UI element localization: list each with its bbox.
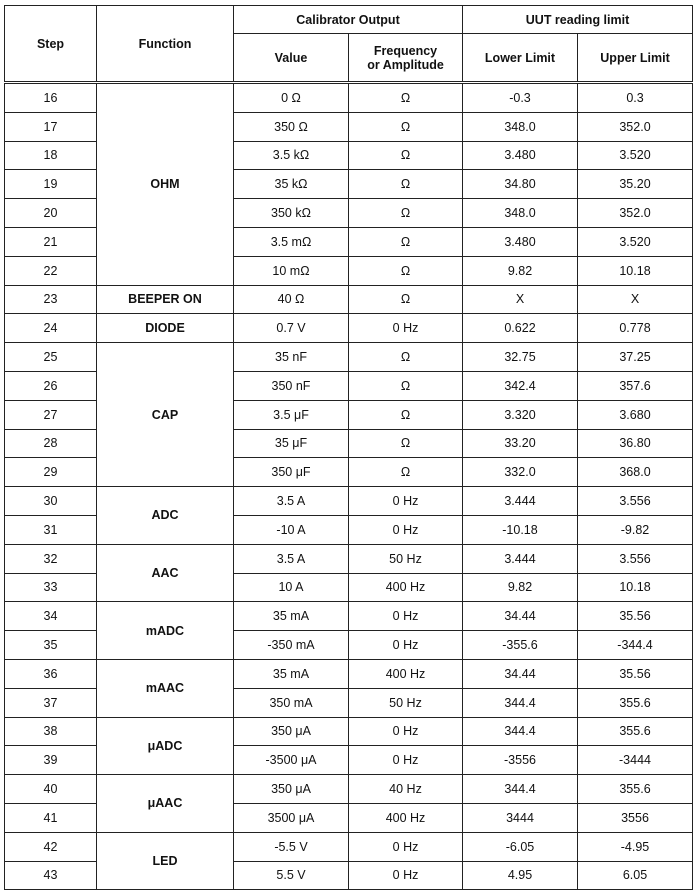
value-cell: 3.5 mΩ: [234, 227, 349, 256]
table-header: [5, 6, 693, 83]
step-cell: 30: [5, 487, 97, 516]
table-row: [5, 659, 693, 688]
function-cell: DIODE: [97, 314, 234, 343]
header-upper-limit: Upper Limit: [578, 34, 693, 83]
value-cell: 35 mA: [234, 602, 349, 631]
upper-limit-cell: 368.0: [578, 458, 693, 487]
lower-limit-cell: 9.82: [463, 573, 578, 602]
upper-limit-cell: 35.56: [578, 602, 693, 631]
value-cell: 3.5 kΩ: [234, 141, 349, 170]
step-cell: 23: [5, 285, 97, 314]
frequency-cell: Ω: [349, 371, 463, 400]
lower-limit-cell: 348.0: [463, 112, 578, 141]
step-cell: 35: [5, 631, 97, 660]
value-cell: 35 mA: [234, 659, 349, 688]
value-cell: 0.7 V: [234, 314, 349, 343]
frequency-cell: Ω: [349, 199, 463, 228]
step-cell: 32: [5, 544, 97, 573]
step-cell: 40: [5, 775, 97, 804]
step-cell: 20: [5, 199, 97, 228]
step-cell: 21: [5, 227, 97, 256]
header-uut-reading-limit: UUT reading limit: [463, 6, 693, 34]
header-step: Step: [5, 6, 97, 83]
frequency-cell: 0 Hz: [349, 861, 463, 890]
step-cell: 29: [5, 458, 97, 487]
step-cell: 42: [5, 832, 97, 861]
header-function: Function: [97, 6, 234, 83]
upper-limit-cell: 3.556: [578, 544, 693, 573]
frequency-cell: Ω: [349, 83, 463, 113]
step-cell: 38: [5, 717, 97, 746]
value-cell: 350 kΩ: [234, 199, 349, 228]
value-cell: 35 μF: [234, 429, 349, 458]
frequency-cell: Ω: [349, 458, 463, 487]
value-cell: 350 nF: [234, 371, 349, 400]
value-cell: 3.5 A: [234, 544, 349, 573]
value-cell: 40 Ω: [234, 285, 349, 314]
step-cell: 24: [5, 314, 97, 343]
step-cell: 39: [5, 746, 97, 775]
upper-limit-cell: 35.20: [578, 170, 693, 199]
step-cell: 31: [5, 515, 97, 544]
upper-limit-cell: 36.80: [578, 429, 693, 458]
lower-limit-cell: 32.75: [463, 343, 578, 372]
header-calibrator-output: Calibrator Output: [234, 6, 463, 34]
upper-limit-cell: -3444: [578, 746, 693, 775]
function-cell: μAAC: [97, 775, 234, 833]
function-cell: CAP: [97, 343, 234, 487]
lower-limit-cell: 0.622: [463, 314, 578, 343]
value-cell: -5.5 V: [234, 832, 349, 861]
frequency-cell: 0 Hz: [349, 631, 463, 660]
lower-limit-cell: 3.320: [463, 400, 578, 429]
frequency-cell: 400 Hz: [349, 659, 463, 688]
value-cell: 35 nF: [234, 343, 349, 372]
lower-limit-cell: 3.444: [463, 487, 578, 516]
lower-limit-cell: 342.4: [463, 371, 578, 400]
upper-limit-cell: 10.18: [578, 573, 693, 602]
lower-limit-cell: 348.0: [463, 199, 578, 228]
table-row: [5, 83, 693, 113]
value-cell: 350 Ω: [234, 112, 349, 141]
value-cell: 350 μA: [234, 717, 349, 746]
frequency-cell: Ω: [349, 112, 463, 141]
table-row: [5, 602, 693, 631]
lower-limit-cell: 344.4: [463, 688, 578, 717]
header-frequency-or-amplitude: Frequency or Amplitude: [349, 34, 463, 83]
step-cell: 16: [5, 83, 97, 113]
table-row: [5, 832, 693, 861]
lower-limit-cell: 3.444: [463, 544, 578, 573]
table-row: [5, 285, 693, 314]
frequency-cell: 0 Hz: [349, 314, 463, 343]
upper-limit-cell: 3.520: [578, 227, 693, 256]
upper-limit-cell: -4.95: [578, 832, 693, 861]
upper-limit-cell: -344.4: [578, 631, 693, 660]
upper-limit-cell: 0.778: [578, 314, 693, 343]
frequency-cell: Ω: [349, 429, 463, 458]
table-row: [5, 487, 693, 516]
lower-limit-cell: 3444: [463, 803, 578, 832]
value-cell: 10 mΩ: [234, 256, 349, 285]
function-cell: ADC: [97, 487, 234, 545]
lower-limit-cell: 34.44: [463, 659, 578, 688]
frequency-cell: 50 Hz: [349, 688, 463, 717]
table-body: [5, 83, 693, 890]
upper-limit-cell: 35.56: [578, 659, 693, 688]
value-cell: 5.5 V: [234, 861, 349, 890]
function-cell: LED: [97, 832, 234, 890]
step-cell: 43: [5, 861, 97, 890]
value-cell: -10 A: [234, 515, 349, 544]
frequency-cell: 0 Hz: [349, 717, 463, 746]
value-cell: -350 mA: [234, 631, 349, 660]
frequency-cell: Ω: [349, 256, 463, 285]
lower-limit-cell: 34.80: [463, 170, 578, 199]
lower-limit-cell: 332.0: [463, 458, 578, 487]
upper-limit-cell: 3.520: [578, 141, 693, 170]
frequency-cell: 40 Hz: [349, 775, 463, 804]
frequency-cell: 50 Hz: [349, 544, 463, 573]
lower-limit-cell: 344.4: [463, 775, 578, 804]
step-cell: 17: [5, 112, 97, 141]
function-cell: mADC: [97, 602, 234, 660]
step-cell: 34: [5, 602, 97, 631]
upper-limit-cell: 37.25: [578, 343, 693, 372]
table-row: [5, 544, 693, 573]
step-cell: 22: [5, 256, 97, 285]
value-cell: 0 Ω: [234, 83, 349, 113]
value-cell: 3500 μA: [234, 803, 349, 832]
lower-limit-cell: -10.18: [463, 515, 578, 544]
lower-limit-cell: -3556: [463, 746, 578, 775]
upper-limit-cell: X: [578, 285, 693, 314]
frequency-cell: Ω: [349, 170, 463, 199]
lower-limit-cell: 9.82: [463, 256, 578, 285]
frequency-cell: 400 Hz: [349, 573, 463, 602]
value-cell: 350 μF: [234, 458, 349, 487]
upper-limit-cell: 3.556: [578, 487, 693, 516]
upper-limit-cell: 355.6: [578, 775, 693, 804]
upper-limit-cell: 357.6: [578, 371, 693, 400]
lower-limit-cell: 3.480: [463, 227, 578, 256]
frequency-cell: Ω: [349, 400, 463, 429]
lower-limit-cell: -6.05: [463, 832, 578, 861]
value-cell: 3.5 A: [234, 487, 349, 516]
frequency-cell: 400 Hz: [349, 803, 463, 832]
table-row: [5, 775, 693, 804]
step-cell: 41: [5, 803, 97, 832]
step-cell: 27: [5, 400, 97, 429]
value-cell: -3500 μA: [234, 746, 349, 775]
lower-limit-cell: X: [463, 285, 578, 314]
upper-limit-cell: 0.3: [578, 83, 693, 113]
lower-limit-cell: 4.95: [463, 861, 578, 890]
frequency-cell: Ω: [349, 227, 463, 256]
function-cell: BEEPER ON: [97, 285, 234, 314]
frequency-cell: Ω: [349, 285, 463, 314]
upper-limit-cell: 3556: [578, 803, 693, 832]
upper-limit-cell: 3.680: [578, 400, 693, 429]
function-cell: μADC: [97, 717, 234, 775]
upper-limit-cell: -9.82: [578, 515, 693, 544]
value-cell: 3.5 μF: [234, 400, 349, 429]
table-row: [5, 343, 693, 372]
upper-limit-cell: 352.0: [578, 112, 693, 141]
header-value: Value: [234, 34, 349, 83]
step-cell: 37: [5, 688, 97, 717]
frequency-cell: 0 Hz: [349, 487, 463, 516]
step-cell: 28: [5, 429, 97, 458]
step-cell: 33: [5, 573, 97, 602]
value-cell: 350 μA: [234, 775, 349, 804]
step-cell: 19: [5, 170, 97, 199]
lower-limit-cell: 34.44: [463, 602, 578, 631]
value-cell: 350 mA: [234, 688, 349, 717]
table-row: [5, 717, 693, 746]
calibration-table: [4, 5, 693, 890]
upper-limit-cell: 10.18: [578, 256, 693, 285]
step-cell: 18: [5, 141, 97, 170]
value-cell: 35 kΩ: [234, 170, 349, 199]
frequency-cell: 0 Hz: [349, 746, 463, 775]
lower-limit-cell: 3.480: [463, 141, 578, 170]
upper-limit-cell: 352.0: [578, 199, 693, 228]
value-cell: 10 A: [234, 573, 349, 602]
step-cell: 26: [5, 371, 97, 400]
function-cell: AAC: [97, 544, 234, 602]
table-row: [5, 314, 693, 343]
step-cell: 25: [5, 343, 97, 372]
frequency-cell: 0 Hz: [349, 515, 463, 544]
frequency-cell: Ω: [349, 343, 463, 372]
frequency-cell: 0 Hz: [349, 832, 463, 861]
upper-limit-cell: 355.6: [578, 688, 693, 717]
frequency-cell: 0 Hz: [349, 602, 463, 631]
lower-limit-cell: -0.3: [463, 83, 578, 113]
lower-limit-cell: 344.4: [463, 717, 578, 746]
function-cell: mAAC: [97, 659, 234, 717]
lower-limit-cell: -355.6: [463, 631, 578, 660]
upper-limit-cell: 355.6: [578, 717, 693, 746]
lower-limit-cell: 33.20: [463, 429, 578, 458]
frequency-cell: Ω: [349, 141, 463, 170]
upper-limit-cell: 6.05: [578, 861, 693, 890]
step-cell: 36: [5, 659, 97, 688]
header-lower-limit: Lower Limit: [463, 34, 578, 83]
function-cell: OHM: [97, 83, 234, 286]
